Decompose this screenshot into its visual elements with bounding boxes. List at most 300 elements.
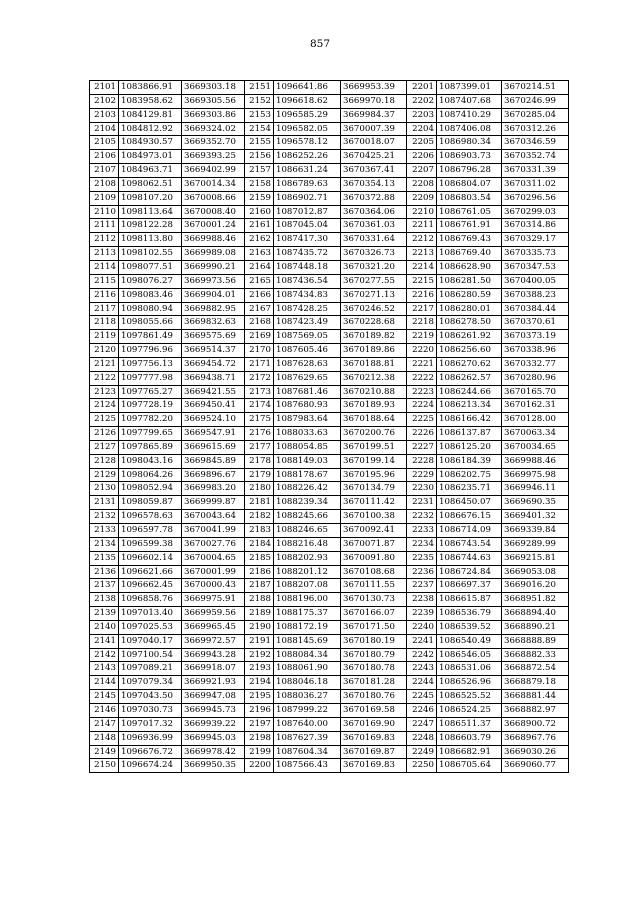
y-coordinate-cell: 3669401.32 — [502, 510, 569, 524]
point-number-cell: 2225 — [407, 413, 437, 427]
table-row — [90, 247, 569, 261]
point-number-cell: 2211 — [407, 219, 437, 233]
x-coordinate-cell: 1086539.52 — [437, 620, 502, 634]
x-coordinate-cell: 1084812.92 — [119, 122, 182, 136]
x-coordinate-cell: 1087410.29 — [437, 108, 502, 122]
y-coordinate-cell: 3670130.73 — [341, 593, 407, 607]
point-number-cell: 2224 — [407, 399, 437, 413]
y-coordinate-cell: 3668882.97 — [502, 703, 569, 717]
x-coordinate-cell: 1088207.08 — [274, 579, 341, 593]
x-coordinate-cell: 1086213.34 — [437, 399, 502, 413]
x-coordinate-cell: 1086804.07 — [437, 177, 502, 191]
x-coordinate-cell: 1097043.50 — [119, 690, 182, 704]
y-coordinate-cell: 3670169.87 — [341, 745, 407, 759]
x-coordinate-cell: 1086980.34 — [437, 136, 502, 150]
point-number-cell: 2247 — [407, 717, 437, 731]
x-coordinate-cell: 1096602.14 — [119, 551, 182, 565]
x-coordinate-cell: 1086682.91 — [437, 745, 502, 759]
point-number-cell: 2156 — [245, 150, 274, 164]
point-number-cell: 2219 — [407, 330, 437, 344]
table-row — [90, 288, 569, 302]
point-number-cell: 2179 — [245, 468, 274, 482]
x-coordinate-cell: 1086137.87 — [437, 427, 502, 441]
table-row — [90, 454, 569, 468]
y-coordinate-cell: 3668882.33 — [502, 648, 569, 662]
x-coordinate-cell: 1097089.21 — [119, 662, 182, 676]
y-coordinate-cell: 3670001.99 — [182, 565, 245, 579]
point-number-cell: 2210 — [407, 205, 437, 219]
y-coordinate-cell: 3669990.21 — [182, 260, 245, 274]
y-coordinate-cell: 3669421.55 — [182, 385, 245, 399]
point-number-cell: 2166 — [245, 288, 274, 302]
y-coordinate-cell: 3670169.83 — [341, 759, 407, 773]
point-number-cell: 2192 — [245, 648, 274, 662]
x-coordinate-cell: 1086628.90 — [437, 260, 502, 274]
x-coordinate-cell: 1086540.49 — [437, 634, 502, 648]
x-coordinate-cell: 1087629.65 — [274, 371, 341, 385]
y-coordinate-cell: 3670246.99 — [502, 94, 569, 108]
x-coordinate-cell: 1088246.65 — [274, 524, 341, 538]
y-coordinate-cell: 3670027.76 — [182, 537, 245, 551]
table-row — [90, 745, 569, 759]
point-number-cell: 2171 — [245, 357, 274, 371]
point-number-cell: 2161 — [245, 219, 274, 233]
x-coordinate-cell: 1087999.22 — [274, 703, 341, 717]
x-coordinate-cell: 1097079.34 — [119, 676, 182, 690]
point-number-cell: 2128 — [90, 454, 119, 468]
table-row — [90, 717, 569, 731]
y-coordinate-cell: 3669904.01 — [182, 288, 245, 302]
table-row — [90, 108, 569, 122]
point-number-cell: 2189 — [245, 607, 274, 621]
y-coordinate-cell: 3669946.11 — [502, 482, 569, 496]
y-coordinate-cell: 3669352.70 — [182, 136, 245, 150]
y-coordinate-cell: 3670018.07 — [341, 136, 407, 150]
point-number-cell: 2129 — [90, 468, 119, 482]
y-coordinate-cell: 3670007.39 — [341, 122, 407, 136]
y-coordinate-cell: 3669016.20 — [502, 579, 569, 593]
x-coordinate-cell: 1098062.51 — [119, 177, 182, 191]
x-coordinate-cell: 1086743.54 — [437, 537, 502, 551]
x-coordinate-cell: 1086724.84 — [437, 565, 502, 579]
table-row — [90, 122, 569, 136]
table-row — [90, 164, 569, 178]
y-coordinate-cell: 3670296.56 — [502, 191, 569, 205]
table-row — [90, 634, 569, 648]
point-number-cell: 2227 — [407, 440, 437, 454]
x-coordinate-cell: 1083866.91 — [119, 81, 182, 95]
y-coordinate-cell: 3669690.35 — [502, 496, 569, 510]
x-coordinate-cell: 1097017.32 — [119, 717, 182, 731]
x-coordinate-cell: 1087012.87 — [274, 205, 341, 219]
y-coordinate-cell: 3670180.19 — [341, 634, 407, 648]
y-coordinate-cell: 3670347.53 — [502, 260, 569, 274]
point-number-cell: 2180 — [245, 482, 274, 496]
y-coordinate-cell: 3669959.56 — [182, 607, 245, 621]
point-number-cell: 2242 — [407, 648, 437, 662]
y-coordinate-cell: 3670332.77 — [502, 357, 569, 371]
y-coordinate-cell: 3670111.55 — [341, 579, 407, 593]
x-coordinate-cell: 1088145.69 — [274, 634, 341, 648]
y-coordinate-cell: 3670092.41 — [341, 524, 407, 538]
point-number-cell: 2236 — [407, 565, 437, 579]
point-number-cell: 2149 — [90, 745, 119, 759]
x-coordinate-cell: 1086261.92 — [437, 330, 502, 344]
point-number-cell: 2216 — [407, 288, 437, 302]
point-number-cell: 2249 — [407, 745, 437, 759]
point-number-cell: 2184 — [245, 537, 274, 551]
y-coordinate-cell: 3669438.71 — [182, 371, 245, 385]
x-coordinate-cell: 1098055.66 — [119, 316, 182, 330]
point-number-cell: 2136 — [90, 565, 119, 579]
x-coordinate-cell: 1086705.64 — [437, 759, 502, 773]
table-row — [90, 551, 569, 565]
x-coordinate-cell: 1088178.67 — [274, 468, 341, 482]
table-row — [90, 648, 569, 662]
point-number-cell: 2248 — [407, 731, 437, 745]
y-coordinate-cell: 3670100.38 — [341, 510, 407, 524]
x-coordinate-cell: 1087604.34 — [274, 745, 341, 759]
x-coordinate-cell: 1086256.60 — [437, 344, 502, 358]
y-coordinate-cell: 3670195.96 — [341, 468, 407, 482]
x-coordinate-cell: 1086902.71 — [274, 191, 341, 205]
x-coordinate-cell: 1084963.71 — [119, 164, 182, 178]
point-number-cell: 2106 — [90, 150, 119, 164]
x-coordinate-cell: 1086262.57 — [437, 371, 502, 385]
y-coordinate-cell: 3670014.34 — [182, 177, 245, 191]
point-number-cell: 2169 — [245, 330, 274, 344]
y-coordinate-cell: 3670280.96 — [502, 371, 569, 385]
table-row — [90, 274, 569, 288]
point-number-cell: 2111 — [90, 219, 119, 233]
point-number-cell: 2181 — [245, 496, 274, 510]
point-number-cell: 2118 — [90, 316, 119, 330]
y-coordinate-cell: 3670372.88 — [341, 191, 407, 205]
point-number-cell: 2244 — [407, 676, 437, 690]
y-coordinate-cell: 3670400.05 — [502, 274, 569, 288]
y-coordinate-cell: 3670001.24 — [182, 219, 245, 233]
point-number-cell: 2187 — [245, 579, 274, 593]
y-coordinate-cell: 3669939.22 — [182, 717, 245, 731]
table-row — [90, 593, 569, 607]
y-coordinate-cell: 3670004.65 — [182, 551, 245, 565]
point-number-cell: 2121 — [90, 357, 119, 371]
y-coordinate-cell: 3670352.74 — [502, 150, 569, 164]
x-coordinate-cell: 1098113.64 — [119, 205, 182, 219]
x-coordinate-cell: 1096641.86 — [274, 81, 341, 95]
y-coordinate-cell: 3670111.42 — [341, 496, 407, 510]
x-coordinate-cell: 1097756.13 — [119, 357, 182, 371]
x-coordinate-cell: 1087680.93 — [274, 399, 341, 413]
point-number-cell: 2243 — [407, 662, 437, 676]
x-coordinate-cell: 1096582.05 — [274, 122, 341, 136]
point-number-cell: 2193 — [245, 662, 274, 676]
x-coordinate-cell: 1088226.42 — [274, 482, 341, 496]
point-number-cell: 2239 — [407, 607, 437, 621]
y-coordinate-cell: 3669978.42 — [182, 745, 245, 759]
point-number-cell: 2213 — [407, 247, 437, 261]
x-coordinate-cell: 1086184.39 — [437, 454, 502, 468]
x-coordinate-cell: 1096936.99 — [119, 731, 182, 745]
y-coordinate-cell: 3669402.99 — [182, 164, 245, 178]
x-coordinate-cell: 1087423.49 — [274, 316, 341, 330]
x-coordinate-cell: 1096621.66 — [119, 565, 182, 579]
x-coordinate-cell: 1084973.01 — [119, 150, 182, 164]
y-coordinate-cell: 3669547.91 — [182, 427, 245, 441]
point-number-cell: 2200 — [245, 759, 274, 773]
x-coordinate-cell: 1088201.12 — [274, 565, 341, 579]
y-coordinate-cell: 3670346.59 — [502, 136, 569, 150]
table-row — [90, 344, 569, 358]
point-number-cell: 2167 — [245, 302, 274, 316]
point-number-cell: 2103 — [90, 108, 119, 122]
point-number-cell: 2245 — [407, 690, 437, 704]
point-number-cell: 2221 — [407, 357, 437, 371]
y-coordinate-cell: 3670338.96 — [502, 344, 569, 358]
table-row — [90, 177, 569, 191]
x-coordinate-cell: 1083958.62 — [119, 94, 182, 108]
point-number-cell: 2147 — [90, 717, 119, 731]
x-coordinate-cell: 1088149.03 — [274, 454, 341, 468]
y-coordinate-cell: 3670008.66 — [182, 191, 245, 205]
point-number-cell: 2119 — [90, 330, 119, 344]
x-coordinate-cell: 1086531.06 — [437, 662, 502, 676]
x-coordinate-cell: 1086796.28 — [437, 164, 502, 178]
point-number-cell: 2203 — [407, 108, 437, 122]
y-coordinate-cell: 3670271.13 — [341, 288, 407, 302]
point-number-cell: 2177 — [245, 440, 274, 454]
x-coordinate-cell: 1086761.91 — [437, 219, 502, 233]
y-coordinate-cell: 3670134.79 — [341, 482, 407, 496]
table-row — [90, 330, 569, 344]
table-row — [90, 260, 569, 274]
point-number-cell: 2108 — [90, 177, 119, 191]
point-number-cell: 2102 — [90, 94, 119, 108]
y-coordinate-cell: 3669339.84 — [502, 524, 569, 538]
x-coordinate-cell: 1097865.89 — [119, 440, 182, 454]
x-coordinate-cell: 1097799.65 — [119, 427, 182, 441]
y-coordinate-cell: 3669053.08 — [502, 565, 569, 579]
x-coordinate-cell: 1097030.73 — [119, 703, 182, 717]
point-number-cell: 2190 — [245, 620, 274, 634]
x-coordinate-cell: 1087640.00 — [274, 717, 341, 731]
point-number-cell: 2215 — [407, 274, 437, 288]
y-coordinate-cell: 3669896.67 — [182, 468, 245, 482]
y-coordinate-cell: 3669983.20 — [182, 482, 245, 496]
x-coordinate-cell: 1087435.72 — [274, 247, 341, 261]
y-coordinate-cell: 3670199.14 — [341, 454, 407, 468]
y-coordinate-cell: 3669972.57 — [182, 634, 245, 648]
point-number-cell: 2124 — [90, 399, 119, 413]
x-coordinate-cell: 1086697.37 — [437, 579, 502, 593]
point-number-cell: 2196 — [245, 703, 274, 717]
y-coordinate-cell: 3669393.25 — [182, 150, 245, 164]
point-number-cell: 2186 — [245, 565, 274, 579]
y-coordinate-cell: 3670008.40 — [182, 205, 245, 219]
point-number-cell: 2204 — [407, 122, 437, 136]
y-coordinate-cell: 3669999.87 — [182, 496, 245, 510]
y-coordinate-cell: 3668872.54 — [502, 662, 569, 676]
table-row — [90, 524, 569, 538]
point-number-cell: 2112 — [90, 233, 119, 247]
point-number-cell: 2209 — [407, 191, 437, 205]
x-coordinate-cell: 1097777.98 — [119, 371, 182, 385]
point-number-cell: 2163 — [245, 247, 274, 261]
point-number-cell: 2145 — [90, 690, 119, 704]
y-coordinate-cell: 3670063.34 — [502, 427, 569, 441]
y-coordinate-cell: 3670373.19 — [502, 330, 569, 344]
y-coordinate-cell: 3670166.07 — [341, 607, 407, 621]
y-coordinate-cell: 3670326.73 — [341, 247, 407, 261]
y-coordinate-cell: 3670041.99 — [182, 524, 245, 538]
table-row — [90, 676, 569, 690]
y-coordinate-cell: 3670367.41 — [341, 164, 407, 178]
point-number-cell: 2231 — [407, 496, 437, 510]
y-coordinate-cell: 3670169.83 — [341, 731, 407, 745]
y-coordinate-cell: 3670188.81 — [341, 357, 407, 371]
x-coordinate-cell: 1086526.96 — [437, 676, 502, 690]
y-coordinate-cell: 3669943.28 — [182, 648, 245, 662]
x-coordinate-cell: 1097013.40 — [119, 607, 182, 621]
x-coordinate-cell: 1086903.73 — [437, 150, 502, 164]
table-row — [90, 191, 569, 205]
point-number-cell: 2178 — [245, 454, 274, 468]
point-number-cell: 2117 — [90, 302, 119, 316]
y-coordinate-cell: 3670364.06 — [341, 205, 407, 219]
y-coordinate-cell: 3669832.63 — [182, 316, 245, 330]
table-row — [90, 607, 569, 621]
x-coordinate-cell: 1086270.62 — [437, 357, 502, 371]
x-coordinate-cell: 1098052.94 — [119, 482, 182, 496]
table-row — [90, 468, 569, 482]
x-coordinate-cell: 1086450.07 — [437, 496, 502, 510]
x-coordinate-cell: 1087605.46 — [274, 344, 341, 358]
x-coordinate-cell: 1087628.63 — [274, 357, 341, 371]
y-coordinate-cell: 3668967.76 — [502, 731, 569, 745]
x-coordinate-cell: 1086525.52 — [437, 690, 502, 704]
x-coordinate-cell: 1086278.50 — [437, 316, 502, 330]
y-coordinate-cell: 3669953.39 — [341, 81, 407, 95]
y-coordinate-cell: 3670000.43 — [182, 579, 245, 593]
point-number-cell: 2182 — [245, 510, 274, 524]
table-row — [90, 81, 569, 95]
table-row — [90, 440, 569, 454]
x-coordinate-cell: 1088175.37 — [274, 607, 341, 621]
x-coordinate-cell: 1086789.63 — [274, 177, 341, 191]
point-number-cell: 2133 — [90, 524, 119, 538]
table-row — [90, 233, 569, 247]
y-coordinate-cell: 3670312.26 — [502, 122, 569, 136]
point-number-cell: 2218 — [407, 316, 437, 330]
point-number-cell: 2205 — [407, 136, 437, 150]
point-number-cell: 2232 — [407, 510, 437, 524]
point-number-cell: 2207 — [407, 164, 437, 178]
point-number-cell: 2157 — [245, 164, 274, 178]
point-number-cell: 2202 — [407, 94, 437, 108]
x-coordinate-cell: 1086803.54 — [437, 191, 502, 205]
y-coordinate-cell: 3670212.38 — [341, 371, 407, 385]
x-coordinate-cell: 1097100.54 — [119, 648, 182, 662]
y-coordinate-cell: 3670128.00 — [502, 413, 569, 427]
x-coordinate-cell: 1098122.28 — [119, 219, 182, 233]
point-number-cell: 2162 — [245, 233, 274, 247]
x-coordinate-cell: 1084129.81 — [119, 108, 182, 122]
x-coordinate-cell: 1098113.80 — [119, 233, 182, 247]
point-number-cell: 2159 — [245, 191, 274, 205]
x-coordinate-cell: 1098043.16 — [119, 454, 182, 468]
point-number-cell: 2235 — [407, 551, 437, 565]
y-coordinate-cell: 3669988.46 — [502, 454, 569, 468]
x-coordinate-cell: 1088054.85 — [274, 440, 341, 454]
y-coordinate-cell: 3669975.91 — [182, 593, 245, 607]
table-row — [90, 302, 569, 316]
point-number-cell: 2241 — [407, 634, 437, 648]
x-coordinate-cell: 1086546.05 — [437, 648, 502, 662]
x-coordinate-cell: 1098077.51 — [119, 260, 182, 274]
y-coordinate-cell: 3670329.17 — [502, 233, 569, 247]
y-coordinate-cell: 3670165.70 — [502, 385, 569, 399]
x-coordinate-cell: 1086769.40 — [437, 247, 502, 261]
point-number-cell: 2230 — [407, 482, 437, 496]
y-coordinate-cell: 3670214.51 — [502, 81, 569, 95]
x-coordinate-cell: 1087045.04 — [274, 219, 341, 233]
point-number-cell: 2123 — [90, 385, 119, 399]
point-number-cell: 2174 — [245, 399, 274, 413]
point-number-cell: 2132 — [90, 510, 119, 524]
y-coordinate-cell: 3669450.41 — [182, 399, 245, 413]
y-coordinate-cell: 3669945.73 — [182, 703, 245, 717]
x-coordinate-cell: 1098064.26 — [119, 468, 182, 482]
y-coordinate-cell: 3669984.37 — [341, 108, 407, 122]
point-number-cell: 2206 — [407, 150, 437, 164]
table-row — [90, 703, 569, 717]
x-coordinate-cell: 1096578.63 — [119, 510, 182, 524]
x-coordinate-cell: 1086235.71 — [437, 482, 502, 496]
y-coordinate-cell: 3669575.69 — [182, 330, 245, 344]
point-number-cell: 2130 — [90, 482, 119, 496]
point-number-cell: 2191 — [245, 634, 274, 648]
y-coordinate-cell: 3670388.23 — [502, 288, 569, 302]
y-coordinate-cell: 3669882.95 — [182, 302, 245, 316]
y-coordinate-cell: 3669965.45 — [182, 620, 245, 634]
point-number-cell: 2197 — [245, 717, 274, 731]
x-coordinate-cell: 1086761.05 — [437, 205, 502, 219]
x-coordinate-cell: 1087448.18 — [274, 260, 341, 274]
y-coordinate-cell: 3670108.68 — [341, 565, 407, 579]
y-coordinate-cell: 3670200.76 — [341, 427, 407, 441]
point-number-cell: 2152 — [245, 94, 274, 108]
x-coordinate-cell: 1087428.25 — [274, 302, 341, 316]
table-row — [90, 399, 569, 413]
x-coordinate-cell: 1097796.96 — [119, 344, 182, 358]
y-coordinate-cell: 3669921.93 — [182, 676, 245, 690]
x-coordinate-cell: 1087434.83 — [274, 288, 341, 302]
point-number-cell: 2141 — [90, 634, 119, 648]
y-coordinate-cell: 3670199.51 — [341, 440, 407, 454]
point-number-cell: 2139 — [90, 607, 119, 621]
table-row — [90, 205, 569, 219]
point-number-cell: 2173 — [245, 385, 274, 399]
x-coordinate-cell: 1088033.63 — [274, 427, 341, 441]
x-coordinate-cell: 1098083.46 — [119, 288, 182, 302]
y-coordinate-cell: 3670180.76 — [341, 690, 407, 704]
y-coordinate-cell: 3670043.64 — [182, 510, 245, 524]
x-coordinate-cell: 1086524.25 — [437, 703, 502, 717]
point-number-cell: 2172 — [245, 371, 274, 385]
x-coordinate-cell: 1086125.20 — [437, 440, 502, 454]
x-coordinate-cell: 1086511.37 — [437, 717, 502, 731]
x-coordinate-cell: 1088172.19 — [274, 620, 341, 634]
